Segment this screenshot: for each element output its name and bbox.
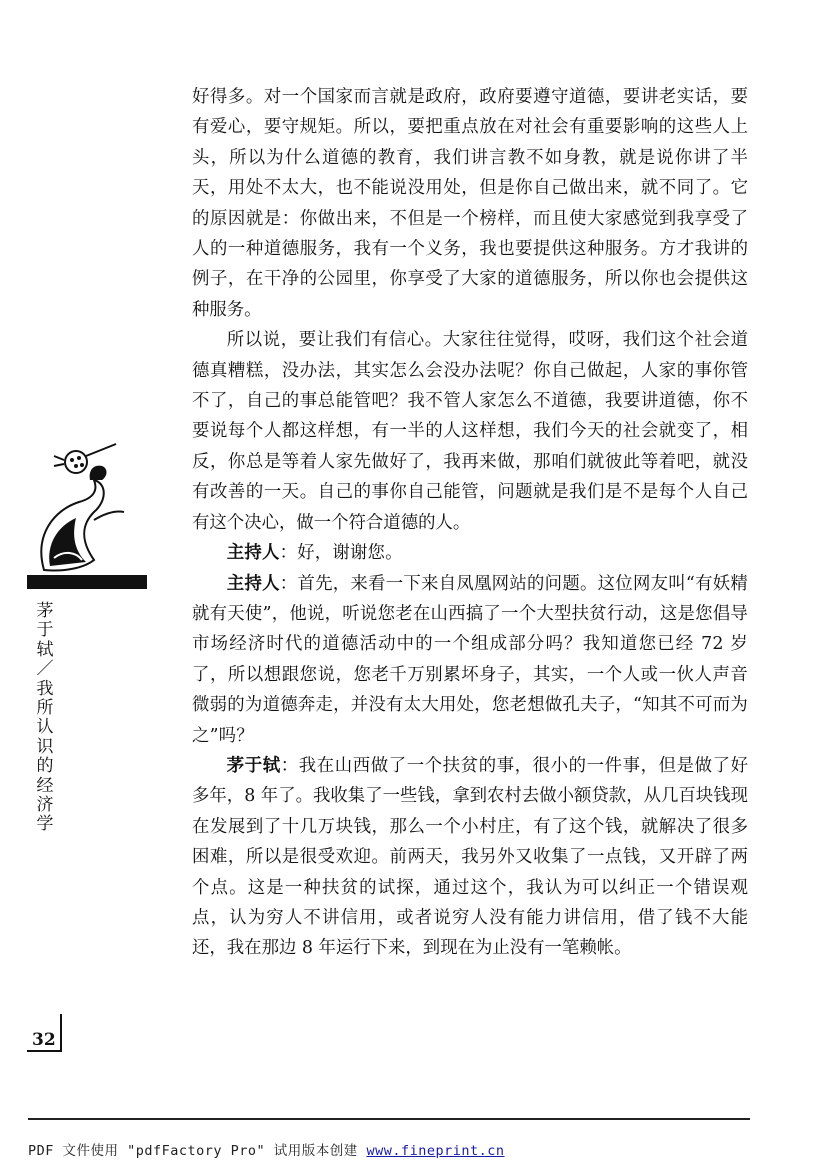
paragraph-text: ：好，谢谢您。: [279, 543, 403, 564]
speaker-label: 茅于轼: [226, 755, 281, 776]
footer-link[interactable]: www.fineprint.cn: [366, 1143, 505, 1159]
paragraph-1: [192, 82, 748, 325]
speaker-label: 主持人: [226, 573, 280, 594]
pdf-footer: [28, 1139, 504, 1159]
sidebar-rule: [27, 575, 147, 589]
page-number-rule: [27, 1050, 61, 1052]
paragraph-text: 所以说，要让我们有信心。大家往往觉得，哎呀，我们这个社会道德真糟糕，没办法，其实怎么会没办法呢？你自己做起，人家的事你管不了，自己的事总能管吧？我不管人家怎么不道德，我要讲道德，你不要说每个人都这样想，有一半的人这样想，我们今天的社会就变了，相反，你总是等着人家先做好了，我再来做，那咱们就彼此等着吧，就没有改善的一天。自己的事你自己能管，问题就是我们是不是每个人自己有这个决心，做一个符合道德的人。: [192, 330, 748, 533]
body-text: [192, 82, 748, 964]
speaker-label: 主持人: [226, 543, 280, 564]
answer-paragraph: [192, 751, 748, 964]
host-line-1: [192, 538, 748, 568]
paragraph-text: 好得多。对一个国家而言就是政府，政府要遵守道德，要讲老实话，要有爱心，要守规矩。所以，要把重点放在对社会有重要影响的这些人上头，所以为什么道德的教育，我们讲言教不如身教，就是说你讲了半天，用处不太大，也不能说没用处，但是你自己做出来，就不同了。它的原因就是：你做出来，不但是一个榜样，而且使大家感觉到我享受了人的一种道德服务，我有一个义务，我也要提供这种服务。方才我讲的例子，在干净的公园里，你享受了大家的道德服务，所以你也会提供这种服务。: [192, 87, 748, 320]
footer-line: [28, 1118, 750, 1120]
footer-text: PDF 文件使用 "pdfFactory Pro" 试用版本创建: [28, 1143, 367, 1159]
host-question: [192, 569, 748, 751]
bird-ornament: [24, 440, 154, 580]
paragraph-2: [192, 325, 748, 538]
page-number-vertical-rule: [60, 1014, 62, 1052]
paragraph-text: ：首先，来看一下来自凤凰网站的问题。这位网友叫“有妖精就有天使”，他说，听说您老在山西搞了一个大型扶贫行动，这是您倡导市场经济时代的道德活动中的一个组成部分吗？我知道您已经 72 岁了，所以想跟您说，您老千万别累坏身子，其实，一个人或一伙人声音微弱的为道德奔走，并没有太大用处，您老想做孔夫子，“知其不可而为之”吗？: [192, 573, 748, 746]
page-number: 32: [32, 1030, 56, 1050]
book-title-vertical: 茅于轼／我所认识的经济学: [36, 601, 54, 835]
paragraph-text: ：我在山西做了一个扶贫的事，很小的一件事，但是做了好多年，8 年了。我收集了一些钱，拿到农村去做小额贷款，从几百块钱现在发展到了十几万块钱，那么一个小村庄，有了这个钱，就解决了很多困难，所以是很受欢迎。前两天，我另外又收集了一点钱，又开辟了两个点。这是一种扶贫的试探，通过这个，我认为可以纠正一个错误观点，认为穷人不讲信用，或者说穷人没有能力讲信用，借了钱不大能还，我在那边 8 年运行下来，到现在为止没有一笔赖帐。: [192, 755, 748, 959]
